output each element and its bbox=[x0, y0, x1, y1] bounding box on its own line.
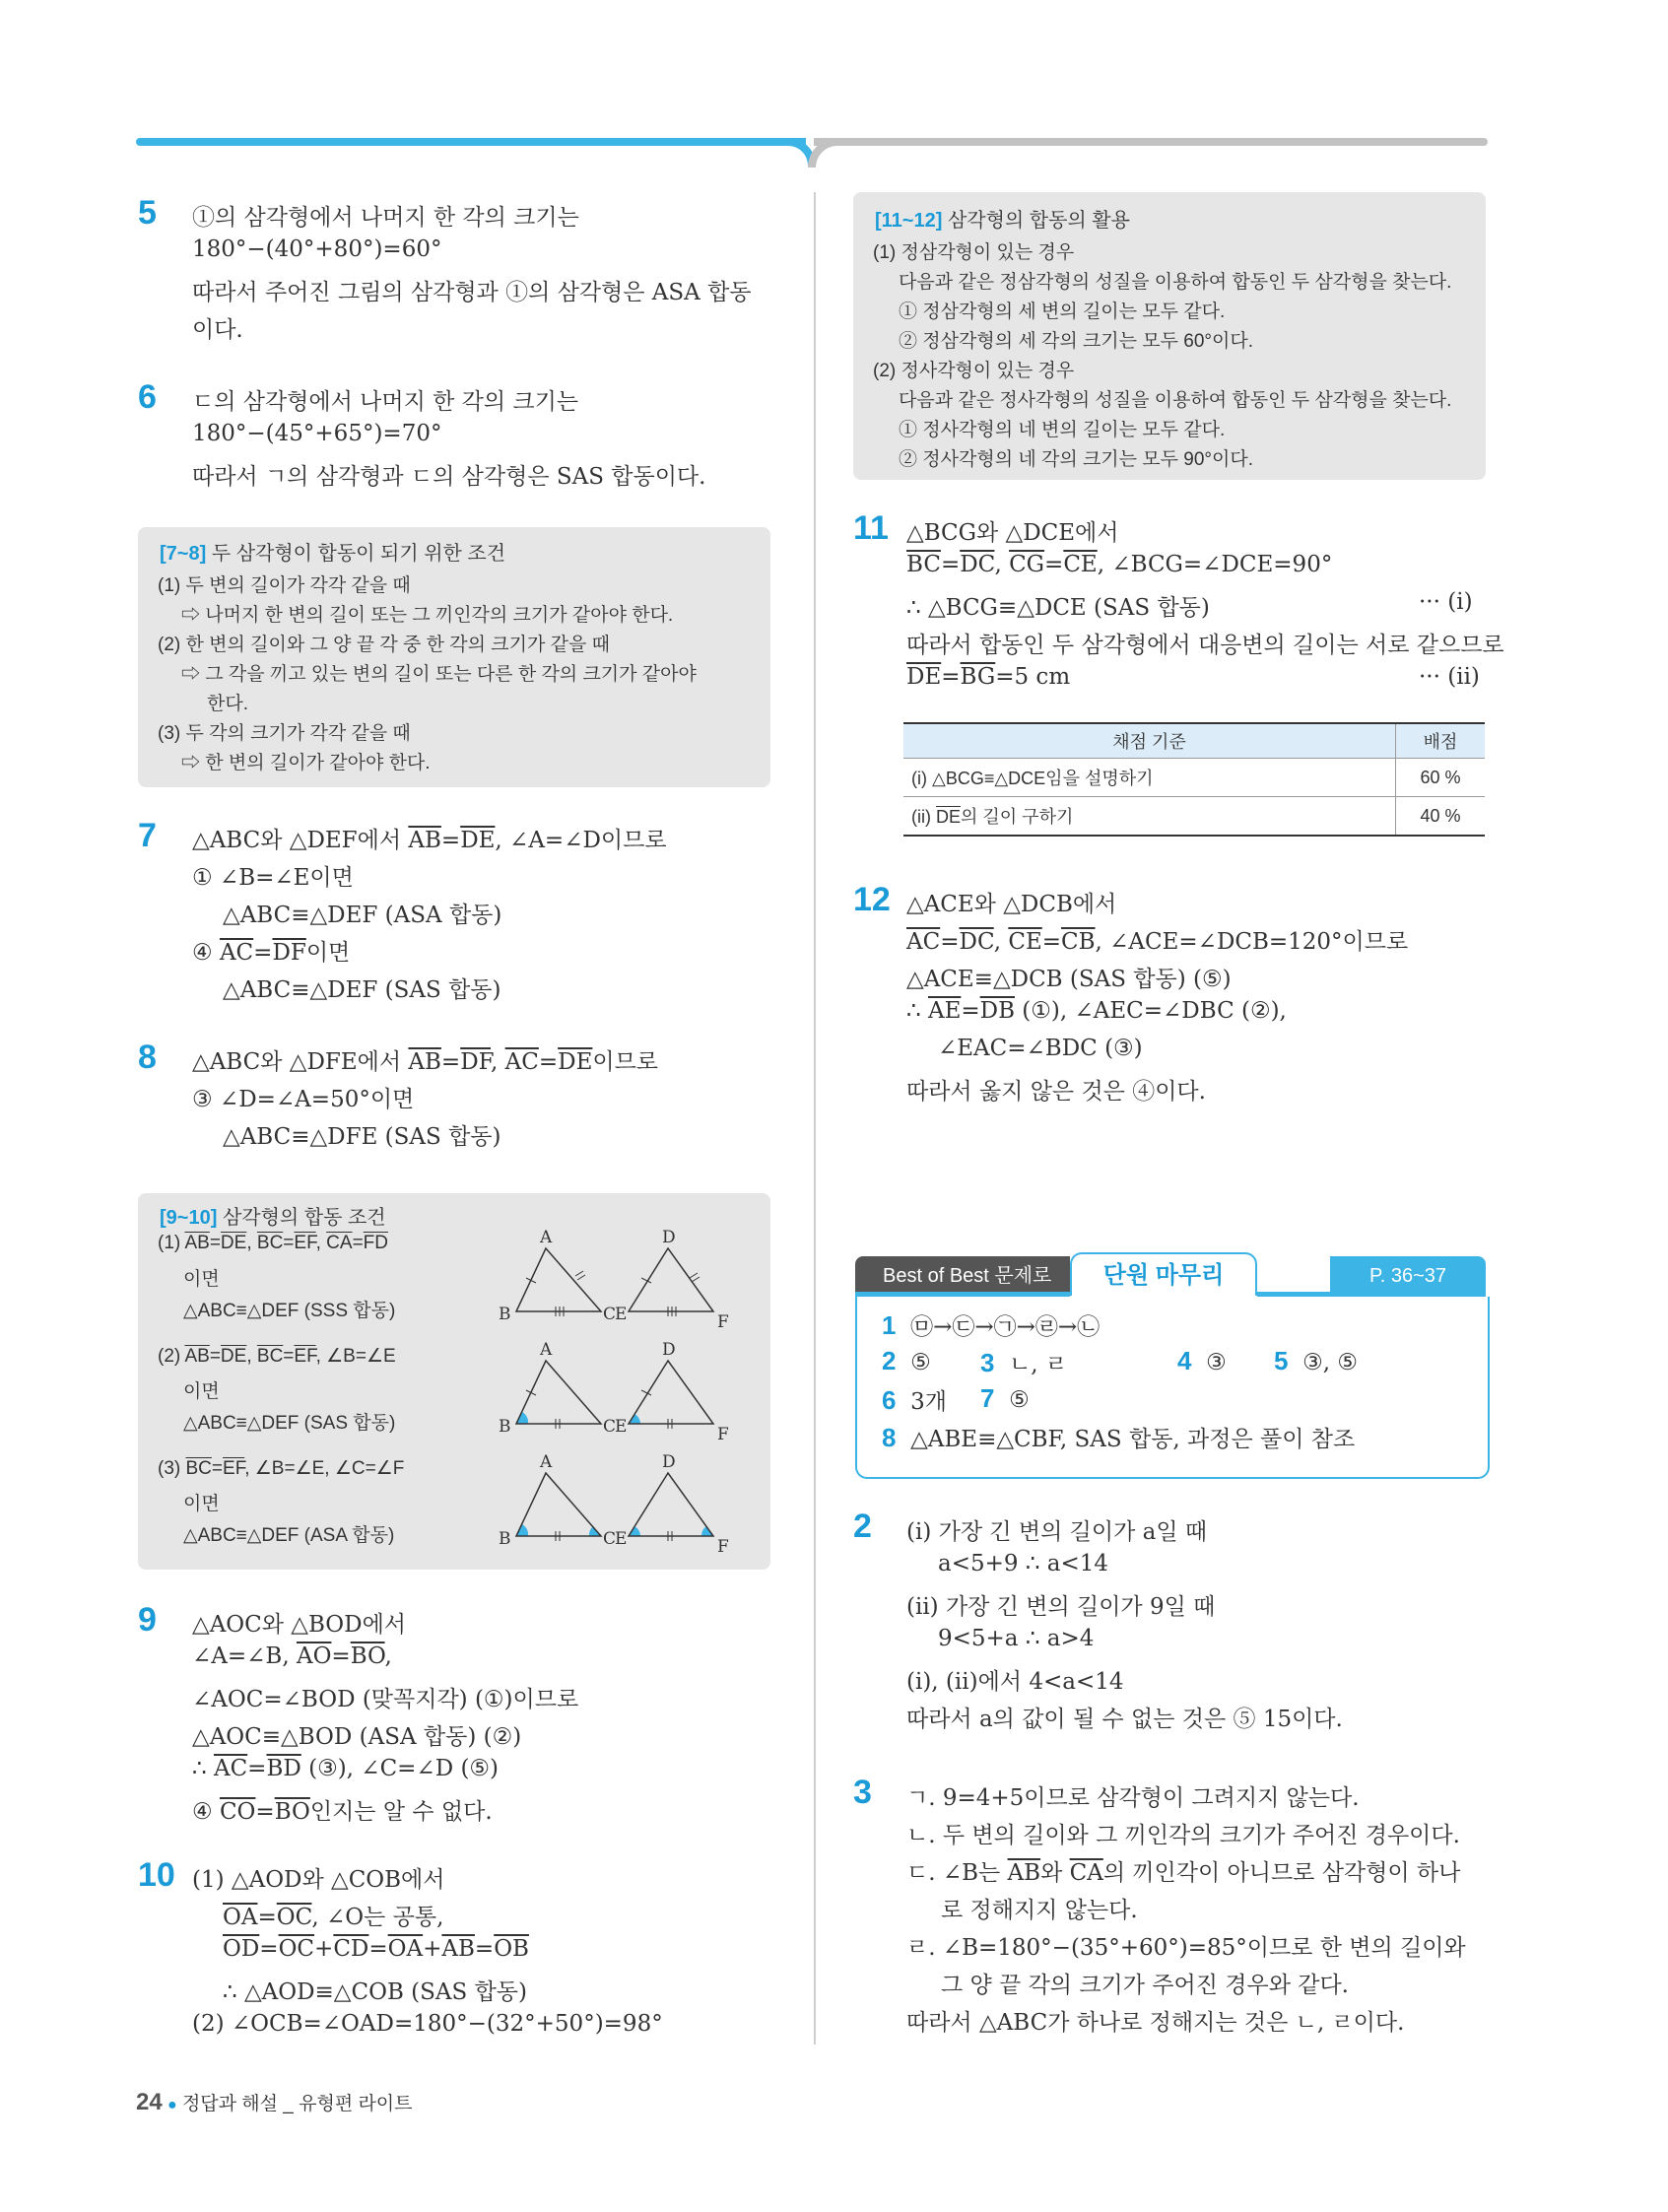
solution-line: 그 양 끝 각의 크기가 주어진 경우와 같다. bbox=[941, 1973, 1349, 1998]
solution-line: $\overline{OD}=\overline{OC}+\overline{CD}=\overline{OA}+\overline{AB}=\overline{OB}$ bbox=[223, 1936, 529, 1962]
box-line: ⇨ 한 변의 길이가 같아야 한다. bbox=[181, 753, 431, 773]
problem-number: 5 bbox=[138, 194, 157, 232]
solution-line: ㄹ. ∠B=180°−(35°+60°)=85°이므로 한 변의 길이와 bbox=[906, 1935, 1466, 1961]
solution-line: (i) 가장 긴 변의 길이가 a일 때 bbox=[906, 1519, 1208, 1545]
solution-line: △ABC≡△DFE (SAS 합동) bbox=[223, 1124, 501, 1150]
step-marker: ··· (ii) bbox=[1419, 664, 1480, 690]
solution-line: ∠EAC=∠BDC (③) bbox=[938, 1036, 1143, 1061]
vertex-label: E bbox=[615, 1529, 628, 1549]
box-line: (1) $\overline{AB}=\overline{DE}$, $\overline{BC}=\overline{EF}$, $\overline{CA}=\overline{FD}$ bbox=[158, 1233, 388, 1253]
table-cell: 60 % bbox=[1396, 759, 1486, 797]
box-line: ⇨ 나머지 한 변의 길이 또는 그 끼인각의 크기가 같아야 한다. bbox=[181, 605, 674, 626]
box-line: ⇨ 그 각을 끼고 있는 변의 길이 또는 다른 한 각의 크기가 같아야 bbox=[181, 664, 697, 685]
problem-number: 10 bbox=[138, 1856, 175, 1894]
unit-tab-label: Best of Best 문제로 bbox=[855, 1256, 1070, 1296]
table-header: 채점 기준 bbox=[903, 723, 1396, 759]
answer-row: 8 △ABE≡△CBF, SAS 합동, 과정은 풀이 참조 bbox=[882, 1423, 1356, 1452]
concept-box-11-12 bbox=[853, 192, 1486, 480]
footer-text: 정답과 해설 _ 유형편 라이트 bbox=[181, 2094, 413, 2114]
solution-line: (ii) 가장 긴 변의 길이가 9일 때 bbox=[906, 1594, 1216, 1620]
vertex-label: C bbox=[603, 1529, 617, 1549]
solution-line: $\overline{AC}=\overline{DC}$, $\overline{CE}=\overline{CB}$, ∠ACE=∠DCB=120°이므로 bbox=[906, 929, 1409, 955]
solution-line: △ACE와 △DCB에서 bbox=[906, 892, 1117, 917]
box-line: (1) 두 변의 길이가 각각 같을 때 bbox=[158, 575, 411, 596]
concept-box-9-10 bbox=[138, 1193, 770, 1570]
solution-line: ㄱ. 9=4+5이므로 삼각형이 그려지지 않는다. bbox=[906, 1785, 1360, 1811]
vertex-label: E bbox=[615, 1417, 628, 1437]
solution-line: △ABC와 △DEF에서 $\overline{AB}=\overline{DE}$, ∠A=∠D이므로 bbox=[192, 828, 667, 853]
solution-line: (i), (ii)에서 4<a<14 bbox=[906, 1669, 1124, 1695]
vertex-label: A bbox=[540, 1341, 553, 1360]
vertex-label: A bbox=[540, 1229, 553, 1247]
box-heading: [11~12] 삼각형의 합동의 활용 bbox=[875, 210, 1130, 232]
vertex-label: B bbox=[499, 1305, 511, 1324]
unit-page-range: P. 36~37 bbox=[1330, 1256, 1486, 1296]
box-heading: [7~8] 두 삼각형이 합동이 되기 위한 조건 bbox=[160, 543, 506, 565]
table-row bbox=[903, 759, 1485, 797]
solution-line: △AOC≡△BOD (ASA 합동) (②) bbox=[192, 1724, 522, 1750]
concept-box-7-8 bbox=[138, 527, 770, 787]
triangle-diagram-sss bbox=[499, 1229, 755, 1327]
answer-row: 1 ㉤→㉢→㉠→㉣→㉡ bbox=[882, 1310, 1101, 1340]
vertex-label: E bbox=[615, 1305, 628, 1324]
solution-line: $\overline{OA}=\overline{OC}$, ∠O는 공통, bbox=[223, 1905, 444, 1930]
box-line: △ABC≡△DEF (SSS 합동) bbox=[183, 1301, 396, 1321]
vertex-label: F bbox=[717, 1425, 729, 1440]
vertex-label: D bbox=[662, 1453, 676, 1472]
answer-row: 2 ⑤ bbox=[882, 1346, 931, 1375]
answer-row: 4 ③ bbox=[1177, 1346, 1227, 1375]
column-divider bbox=[814, 192, 816, 2044]
bullet-icon: ● bbox=[167, 2097, 177, 2113]
solution-line: ④ $\overline{AC}=\overline{DF}$이면 bbox=[192, 940, 351, 966]
solution-line: ∴ $\overline{AC}=\overline{BD}$ (③), ∠C=∠D (⑤) bbox=[192, 1756, 500, 1781]
solution-line: 따라서 합동인 두 삼각형에서 대응변의 길이는 서로 같으므로 bbox=[906, 633, 1504, 658]
problem-number: 2 bbox=[853, 1508, 872, 1545]
solution-line: (1) △AOD와 △COB에서 bbox=[192, 1867, 445, 1893]
box-line: ① 정삼각형의 세 변의 길이는 모두 같다. bbox=[899, 302, 1226, 322]
solution-line: ㄴ. 두 변의 길이와 그 끼인각의 크기가 주어진 경우이다. bbox=[906, 1823, 1460, 1848]
box-line: 다음과 같은 정사각형의 성질을 이용하여 합동인 두 삼각형을 찾는다. bbox=[899, 390, 1452, 411]
solution-line: △ACE≡△DCB (SAS 합동) (⑤) bbox=[906, 967, 1232, 992]
triangle-diagram-sas bbox=[499, 1341, 755, 1440]
problem-number: 8 bbox=[138, 1039, 157, 1076]
table-cell: 40 % bbox=[1396, 797, 1486, 837]
solution-line: 로 정해지지 않는다. bbox=[941, 1898, 1138, 1923]
vertex-label: B bbox=[499, 1529, 511, 1549]
solution-line: ③ ∠D=∠A=50°이면 bbox=[192, 1087, 415, 1112]
solution-line: ∠A=∠B, $\overline{AO}=\overline{BO}$, bbox=[192, 1643, 392, 1669]
solution-line: 따라서 ㄱ의 삼각형과 ㄷ의 삼각형은 SAS 합동이다. bbox=[192, 464, 706, 490]
problem-number: 9 bbox=[138, 1601, 157, 1639]
unit-title: 단원 마무리 bbox=[1070, 1252, 1257, 1296]
triangle-diagram-asa bbox=[499, 1453, 755, 1556]
vertex-label: D bbox=[662, 1229, 676, 1247]
solution-line: ① ∠B=∠E이면 bbox=[192, 865, 354, 891]
step-marker: ··· (i) bbox=[1419, 589, 1473, 615]
solution-line: △AOC와 △BOD에서 bbox=[192, 1612, 407, 1638]
solution-line: △ABC와 △DFE에서 $\overline{AB}=\overline{DF}$, $\overline{AC}=\overline{DE}$이므로 bbox=[192, 1049, 659, 1075]
box-line: (3) 두 각의 크기가 각각 같을 때 bbox=[158, 723, 411, 744]
solution-line: ㄷ의 삼각형에서 나머지 한 각의 크기는 bbox=[192, 389, 579, 415]
table-row bbox=[903, 797, 1485, 837]
solution-line: 따라서 a의 값이 될 수 없는 것은 ⑤ 15이다. bbox=[906, 1707, 1343, 1732]
solution-line: 따라서 옳지 않은 것은 ④이다. bbox=[906, 1079, 1206, 1105]
grading-table bbox=[903, 722, 1485, 837]
solution-line: ∴ △BCG≡△DCE (SAS 합동) bbox=[906, 595, 1210, 621]
solution-line: ①의 삼각형에서 나머지 한 각의 크기는 bbox=[192, 205, 579, 231]
vertex-label: D bbox=[662, 1341, 676, 1360]
solution-line: $\overline{DE}=\overline{BG}=5$ cm bbox=[906, 664, 1071, 690]
table-header: 배점 bbox=[1396, 723, 1486, 759]
header-bar-blue bbox=[136, 138, 806, 146]
solution-line: ∴ △AOD≡△COB (SAS 합동) bbox=[223, 1979, 527, 2005]
vertex-label: A bbox=[540, 1453, 553, 1472]
box-line: 이면 bbox=[183, 1269, 220, 1290]
table-cell: (i) △BCG≡△DCE임을 설명하기 bbox=[903, 759, 1396, 797]
header-bar-gray bbox=[814, 138, 1488, 146]
solution-line: 9<5+a ∴ a>4 bbox=[938, 1626, 1095, 1651]
solution-line: 180°−(40°+80°)=60° bbox=[192, 236, 442, 262]
problem-number: 6 bbox=[138, 378, 157, 416]
box-line: ② 정삼각형의 세 각의 크기는 모두 60°이다. bbox=[899, 331, 1253, 352]
box-line: (3) $\overline{BC}=\overline{EF}$, ∠B=∠E, ∠C=∠F bbox=[158, 1458, 405, 1479]
vertex-label: C bbox=[603, 1417, 617, 1437]
box-line: ① 정사각형의 네 변의 길이는 모두 같다. bbox=[899, 420, 1226, 440]
box-line: ② 정사각형의 네 각의 크기는 모두 90°이다. bbox=[899, 449, 1253, 470]
box-line: (2) 한 변의 길이와 그 양 끝 각 중 한 각의 크기가 같을 때 bbox=[158, 635, 610, 655]
vertex-label: F bbox=[717, 1537, 729, 1556]
box-line: (2) $\overline{AB}=\overline{DE}$, $\overline{BC}=\overline{EF}$, ∠B=∠E bbox=[158, 1346, 396, 1367]
problem-number: 7 bbox=[138, 817, 157, 854]
solution-line: 180°−(45°+65°)=70° bbox=[192, 421, 442, 446]
solution-line: a<5+9 ∴ a<14 bbox=[938, 1551, 1109, 1576]
vertex-label: C bbox=[603, 1305, 617, 1324]
box-line: △ABC≡△DEF (ASA 합동) bbox=[183, 1525, 395, 1546]
page-number: 24 bbox=[136, 2089, 163, 2115]
solution-line: ∴ $\overline{AE}=\overline{DB}$ (①), ∠AEC=∠DBC (②), bbox=[906, 998, 1287, 1024]
table-cell: (ii) $\overline{DE}$의 길이 구하기 bbox=[903, 797, 1396, 837]
solution-line: △ABC≡△DEF (ASA 합동) bbox=[223, 903, 502, 928]
box-line: (2) 정사각형이 있는 경우 bbox=[873, 361, 1075, 381]
box-line: 이면 bbox=[183, 1494, 220, 1514]
box-heading: [9~10] 삼각형의 합동 조건 bbox=[160, 1207, 386, 1229]
solution-line: $\overline{BC}=\overline{DC}$, $\overline{CG}=\overline{CE}$, ∠BCG=∠DCE=90° bbox=[906, 552, 1333, 577]
box-line: 다음과 같은 정삼각형의 성질을 이용하여 합동인 두 삼각형을 찾는다. bbox=[899, 272, 1452, 293]
answer-row: 5 ③, ⑤ bbox=[1274, 1346, 1358, 1375]
box-line: (1) 정삼각형이 있는 경우 bbox=[873, 242, 1075, 263]
solution-line: ∠AOC=∠BOD (맞꼭지각) (①)이므로 bbox=[192, 1687, 579, 1712]
solution-line: ④ $\overline{CO}=\overline{BO}$인지는 알 수 없다. bbox=[192, 1799, 493, 1825]
solution-line: ㄷ. ∠B는 $\overline{AB}$와 $\overline{CA}$의 끼인각이 아니므로 삼각형이 하나 bbox=[906, 1860, 1461, 1886]
problem-number: 3 bbox=[853, 1774, 872, 1811]
page-footer bbox=[136, 2089, 413, 2116]
box-line: 이면 bbox=[183, 1381, 220, 1402]
solution-line: △ABC≡△DEF (SAS 합동) bbox=[223, 977, 501, 1003]
vertex-label: B bbox=[499, 1417, 511, 1437]
problem-number: 12 bbox=[853, 881, 891, 918]
vertex-label: F bbox=[717, 1312, 729, 1327]
solution-line: 따라서 주어진 그림의 삼각형과 ①의 삼각형은 ASA 합동 bbox=[192, 280, 752, 305]
solution-line: 따라서 △ABC가 하나로 정해지는 것은 ㄴ, ㄹ이다. bbox=[906, 2010, 1405, 2036]
solution-line: (2) ∠OCB=∠OAD=180°−(32°+50°)=98° bbox=[192, 2011, 663, 2037]
answer-row: 3 ㄴ, ㄹ bbox=[980, 1348, 1068, 1377]
problem-number: 11 bbox=[853, 509, 889, 547]
box-line: △ABC≡△DEF (SAS 합동) bbox=[183, 1413, 396, 1434]
solution-line: △BCG와 △DCE에서 bbox=[906, 520, 1119, 546]
answer-row: 6 3개 bbox=[882, 1385, 947, 1415]
box-line: 한다. bbox=[207, 694, 248, 714]
answer-row: 7 ⑤ bbox=[980, 1383, 1030, 1413]
solution-line: 이다. bbox=[192, 317, 243, 343]
